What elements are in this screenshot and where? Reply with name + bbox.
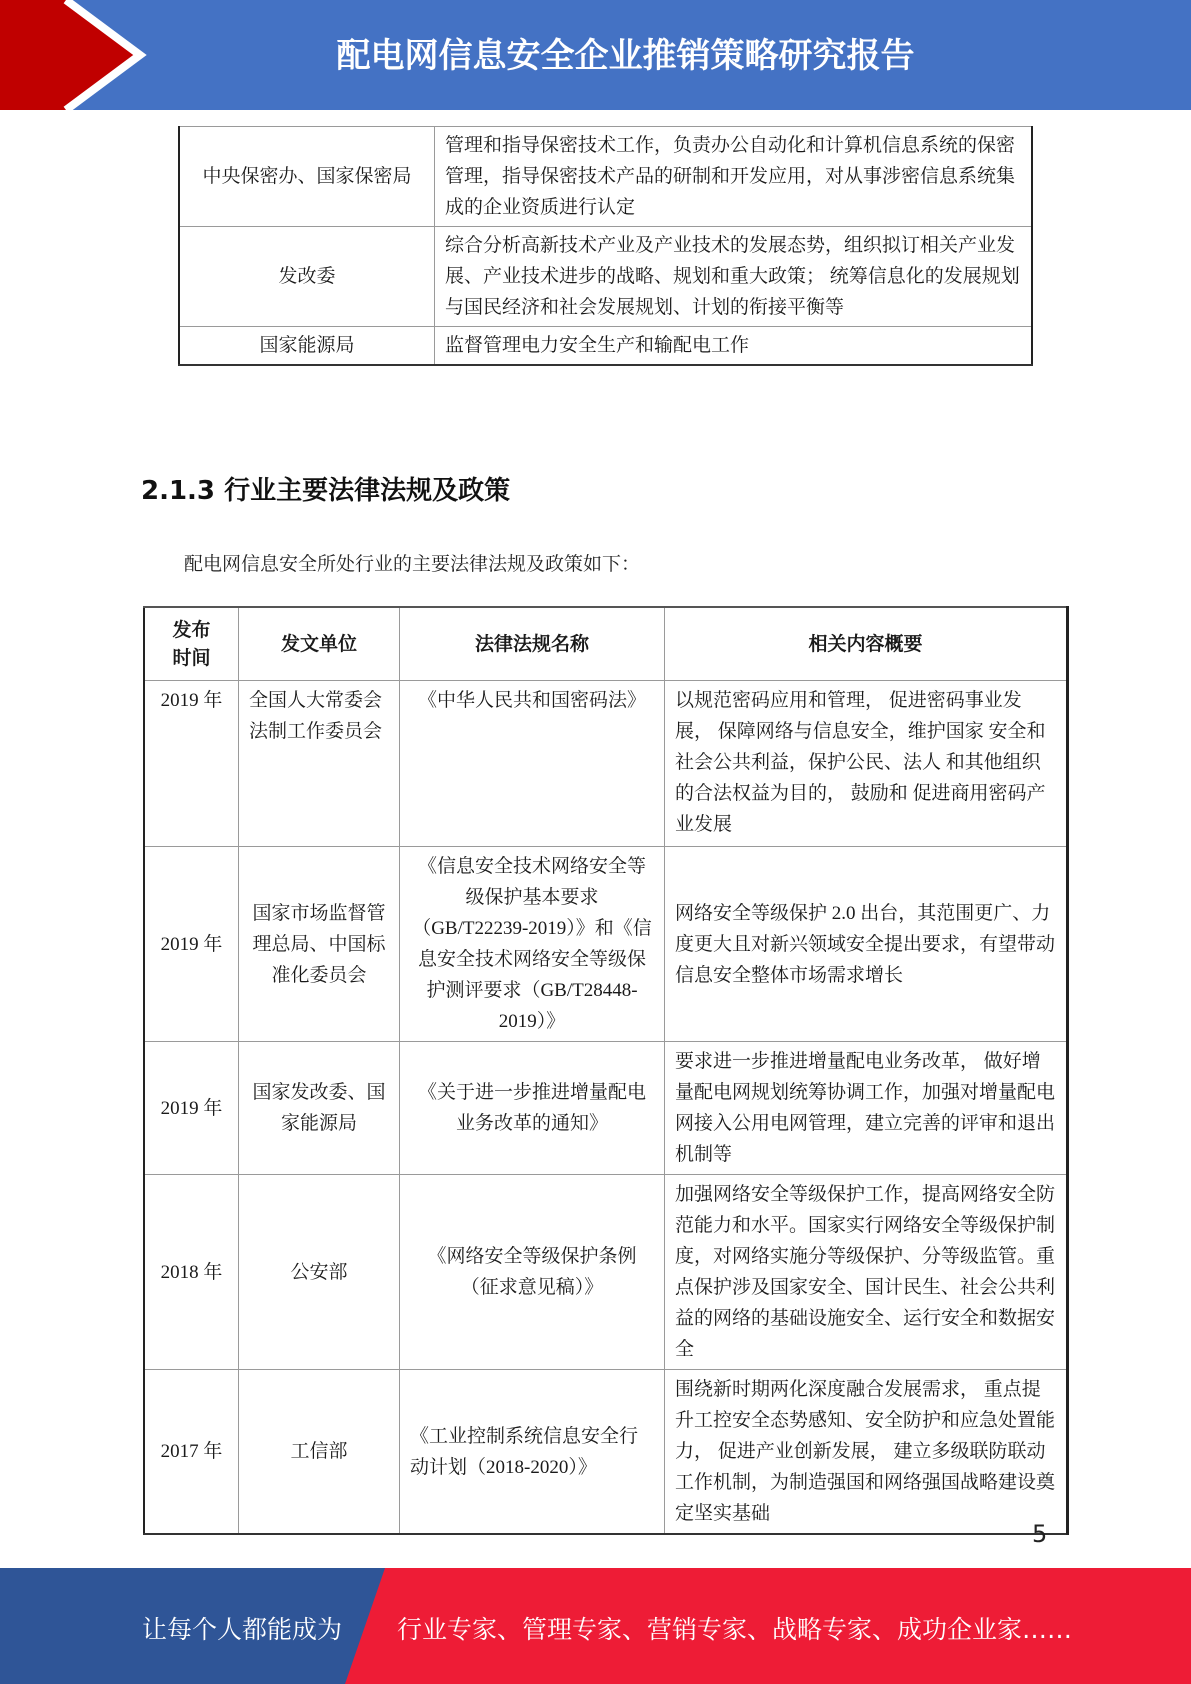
header-org: 发文单位 — [239, 607, 400, 681]
table-row — [144, 1175, 1068, 1370]
table-row — [179, 327, 1032, 366]
agency-cell: 中央保密办、国家保密局 — [179, 127, 435, 227]
table-row — [179, 227, 1032, 327]
intro-paragraph: 配电网信息安全所处行业的主要法律法规及政策如下： — [184, 554, 641, 575]
agency-cell: 发改委 — [179, 227, 435, 327]
table-row — [144, 681, 1068, 847]
section-heading: 2.1.3 行业主要法律法规及政策 — [141, 476, 511, 506]
law-cell: 《中华人民共和国密码法》 — [400, 681, 665, 847]
summary-cell: 围绕新时期两化深度融合发展需求， 重点提升工控安全态势感知、安全防护和应急处置能力， 促进产业创新发展， 建立多级联防联动工作机制，为制造强国和网络强国战略建设奠定坚实基础 — [665, 1370, 1068, 1535]
table-row — [144, 1042, 1068, 1175]
header-law: 法律法规名称 — [400, 607, 665, 681]
header-year — [144, 607, 239, 681]
org-cell: 公安部 — [239, 1175, 400, 1370]
duty-cell: 监督管理电力安全生产和输配电工作 — [435, 327, 1033, 366]
footer-slogan-right: 行业专家、管理专家、营销专家、战略专家、成功企业家…… — [397, 1615, 1073, 1644]
table-header-row — [144, 607, 1068, 681]
header-summary: 相关内容概要 — [665, 607, 1068, 681]
summary-cell: 以规范密码应用和管理， 促进密码事业发展， 保障网络与信息安全，维护国家 安全和社会公共利益，保护公民、法人 和其他组织的合法权益为目的， 鼓励和 促进商用密码产业发展 — [665, 681, 1068, 847]
law-cell: 《关于进一步推进增量配电业务改革的通知》 — [400, 1042, 665, 1175]
year-cell: 2018 年 — [144, 1175, 239, 1370]
org-cell: 国家市场监督管理总局、中国标准化委员会 — [239, 847, 400, 1042]
year-cell: 2019 年 — [144, 847, 239, 1042]
table-row — [144, 847, 1068, 1042]
org-cell: 全国人大常委会法制工作委员会 — [239, 681, 400, 847]
summary-cell: 要求进一步推进增量配电业务改革， 做好增量配电网规划统筹协调工作，加强对增量配电网接入公用电网管理，建立完善的评审和退出机制等 — [665, 1042, 1068, 1175]
table-row — [144, 1370, 1068, 1535]
policy-table — [143, 606, 1069, 1535]
agency-cell: 国家能源局 — [179, 327, 435, 366]
org-cell: 工信部 — [239, 1370, 400, 1535]
agency-table — [178, 126, 1033, 366]
page-number: 5 — [1032, 1520, 1048, 1548]
summary-cell: 网络安全等级保护 2.0 出台，其范围更广、力度更大且对新兴领域安全提出要求，有望带动信息安全整体市场需求增长 — [665, 847, 1068, 1042]
duty-cell: 管理和指导保密技术工作，负责办公自动化和计算机信息系统的保密管理，指导保密技术产品的研制和开发应用，对从事涉密信息系统集成的企业资质进行认定 — [435, 127, 1033, 227]
summary-cell: 加强网络安全等级保护工作，提高网络安全防范能力和水平。国家实行网络安全等级保护制度，对网络实施分等级保护、分等级监管。重点保护涉及国家安全、国计民生、社会公共利益的网络的基础设施安全、运行安全和数据安全 — [665, 1175, 1068, 1370]
table-row — [179, 127, 1032, 227]
org-cell: 国家发改委、国家能源局 — [239, 1042, 400, 1175]
year-cell: 2019 年 — [144, 1042, 239, 1175]
page-footer — [0, 1568, 1191, 1684]
duty-cell: 综合分析高新技术产业及产业技术的发展态势，组织拟订相关产业发展、产业技术进步的战略、规划和重大政策； 统筹信息化的发展规划与国民经济和社会发展规划、计划的衔接平衡等 — [435, 227, 1033, 327]
document-title: 配电网信息安全企业推销策略研究报告 — [336, 36, 915, 76]
law-cell: 《网络安全等级保护条例（征求意见稿）》 — [400, 1175, 665, 1370]
footer-slogan-left: 让每个人都能成为 — [142, 1615, 343, 1644]
header-year-line2: 时间 — [172, 647, 211, 669]
law-cell: 《信息安全技术网络安全等级保护基本要求（GB/T22239-2019）》和《信 息安全技术网络安全等级保护测评要求（GB/T28448-2019）》 — [400, 847, 665, 1042]
law-cell: 《工业控制系统信息安全行动计划（2018-2020）》 — [400, 1370, 665, 1535]
header-year-line1: 发布 — [172, 619, 211, 641]
page-header — [0, 0, 1191, 110]
year-cell: 2017 年 — [144, 1370, 239, 1535]
year-cell: 2019 年 — [144, 681, 239, 847]
